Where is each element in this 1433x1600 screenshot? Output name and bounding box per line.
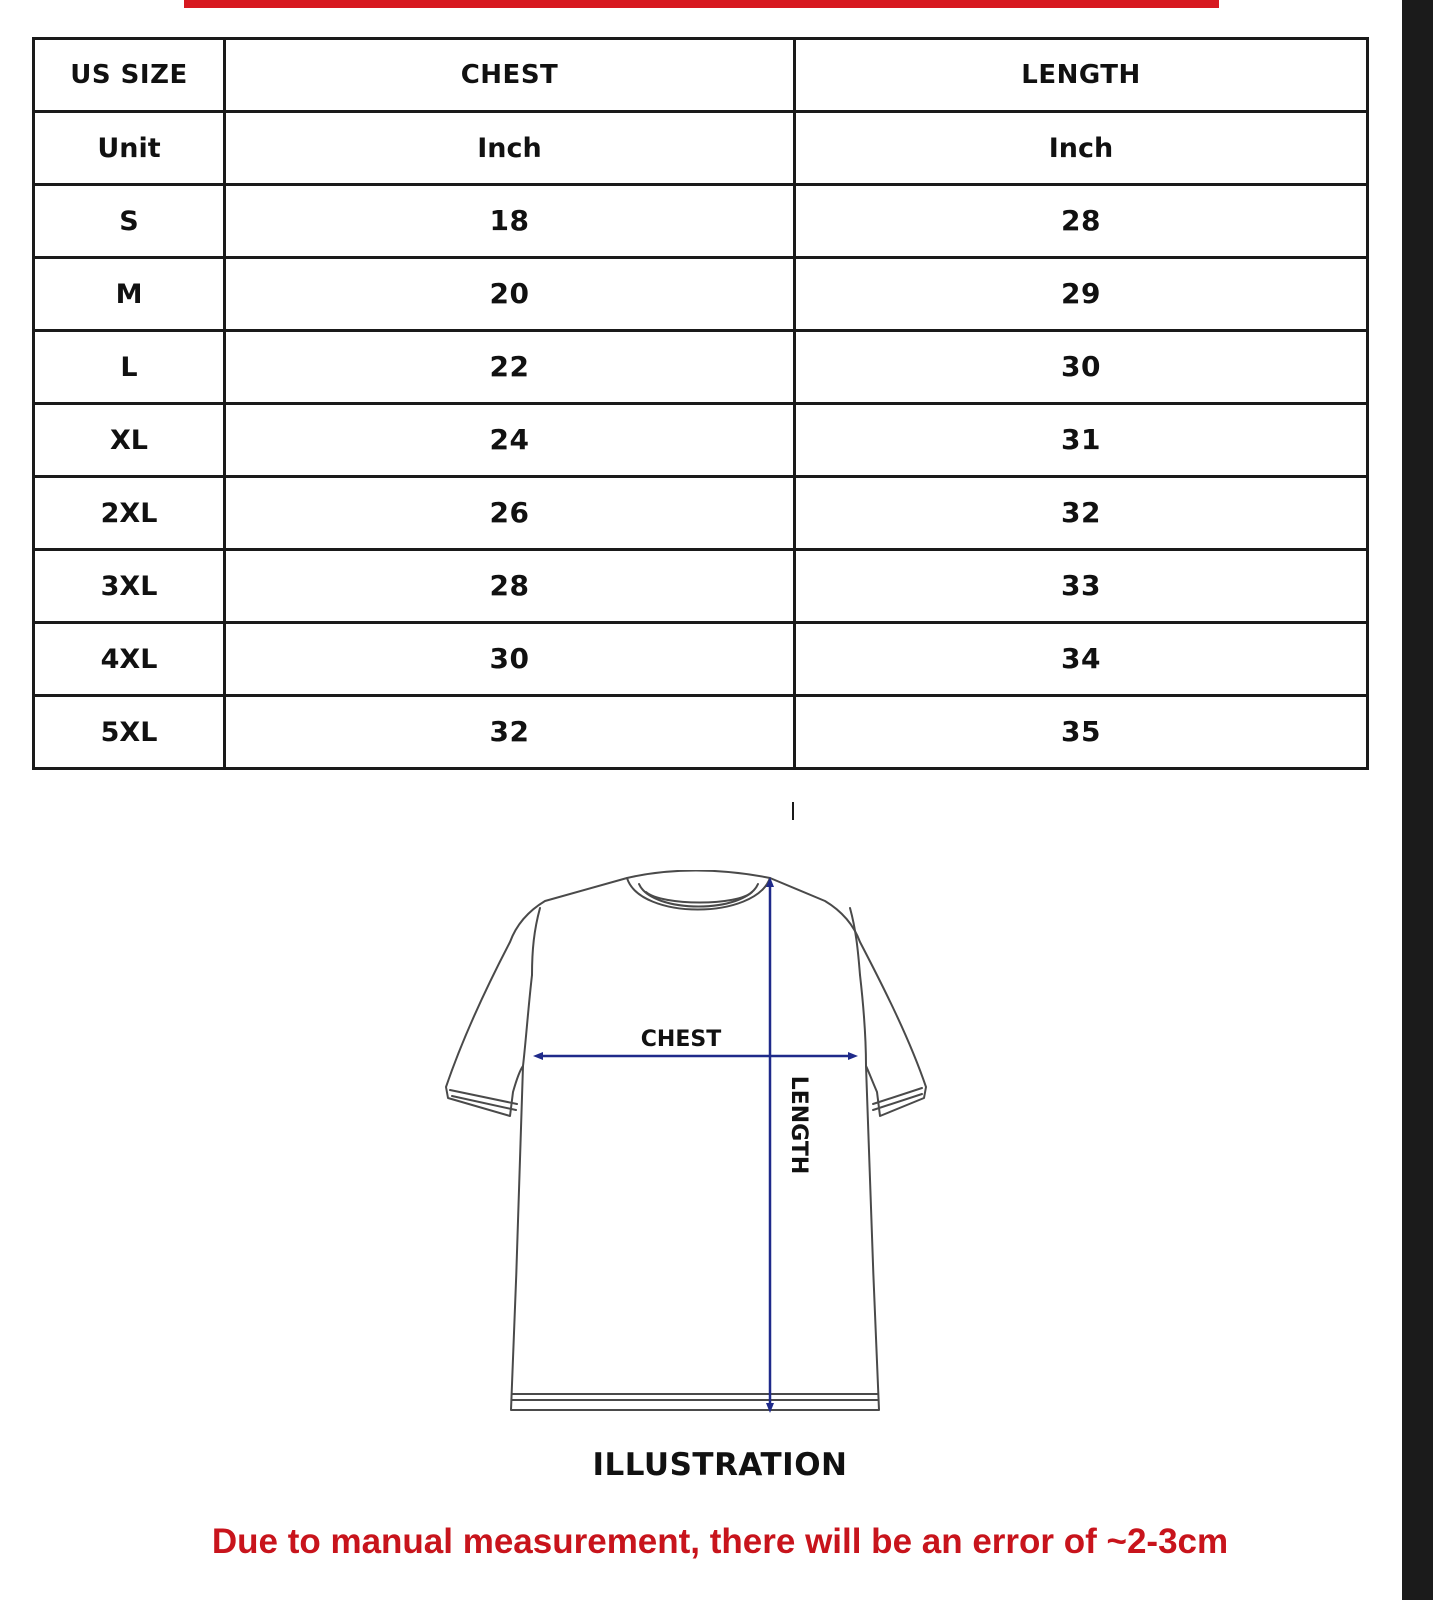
header-us-size: US SIZE	[34, 39, 225, 112]
unit-length: Inch	[795, 112, 1368, 185]
chest-cell: 18	[225, 185, 795, 258]
length-cell: 30	[795, 331, 1368, 404]
right-edge-strip	[1402, 0, 1433, 1600]
chest-cell: 24	[225, 404, 795, 477]
size-cell: M	[34, 258, 225, 331]
top-accent-bar	[184, 0, 1219, 8]
table-row	[34, 404, 1368, 477]
table-row	[34, 331, 1368, 404]
length-cell: 34	[795, 623, 1368, 696]
measurement-disclaimer: Due to manual measurement, there will be an error of ~2-3cm	[211, 1522, 1229, 1561]
table-row	[34, 477, 1368, 550]
table-row	[34, 185, 1368, 258]
table-header-row	[34, 39, 1368, 112]
size-cell: 3XL	[34, 550, 225, 623]
size-cell: 5XL	[34, 696, 225, 769]
unit-label: Unit	[34, 112, 225, 185]
chest-cell: 30	[225, 623, 795, 696]
size-cell: XL	[34, 404, 225, 477]
length-cell: 35	[795, 696, 1368, 769]
tshirt-illustration	[440, 870, 965, 1420]
table-unit-row	[34, 112, 1368, 185]
table-row	[34, 550, 1368, 623]
chest-cell: 20	[225, 258, 795, 331]
chest-cell: 32	[225, 696, 795, 769]
size-cell: 2XL	[34, 477, 225, 550]
size-cell: S	[34, 185, 225, 258]
length-cell: 31	[795, 404, 1368, 477]
header-length: LENGTH	[795, 39, 1368, 112]
table-row	[34, 623, 1368, 696]
illustration-caption: ILLUSTRATION	[592, 1447, 848, 1483]
length-cell: 32	[795, 477, 1368, 550]
size-chart-table	[32, 37, 1369, 770]
tshirt-outline	[446, 871, 926, 1411]
chest-label: CHEST	[640, 1027, 722, 1052]
length-label: LENGTH	[786, 1075, 811, 1175]
table-row	[34, 696, 1368, 769]
chest-cell: 26	[225, 477, 795, 550]
size-cell: 4XL	[34, 623, 225, 696]
unit-chest: Inch	[225, 112, 795, 185]
table-row	[34, 258, 1368, 331]
chest-cell: 22	[225, 331, 795, 404]
header-chest: CHEST	[225, 39, 795, 112]
length-cell: 28	[795, 185, 1368, 258]
column-divider-tick	[792, 802, 794, 820]
length-cell: 33	[795, 550, 1368, 623]
length-cell: 29	[795, 258, 1368, 331]
size-cell: L	[34, 331, 225, 404]
chest-cell: 28	[225, 550, 795, 623]
